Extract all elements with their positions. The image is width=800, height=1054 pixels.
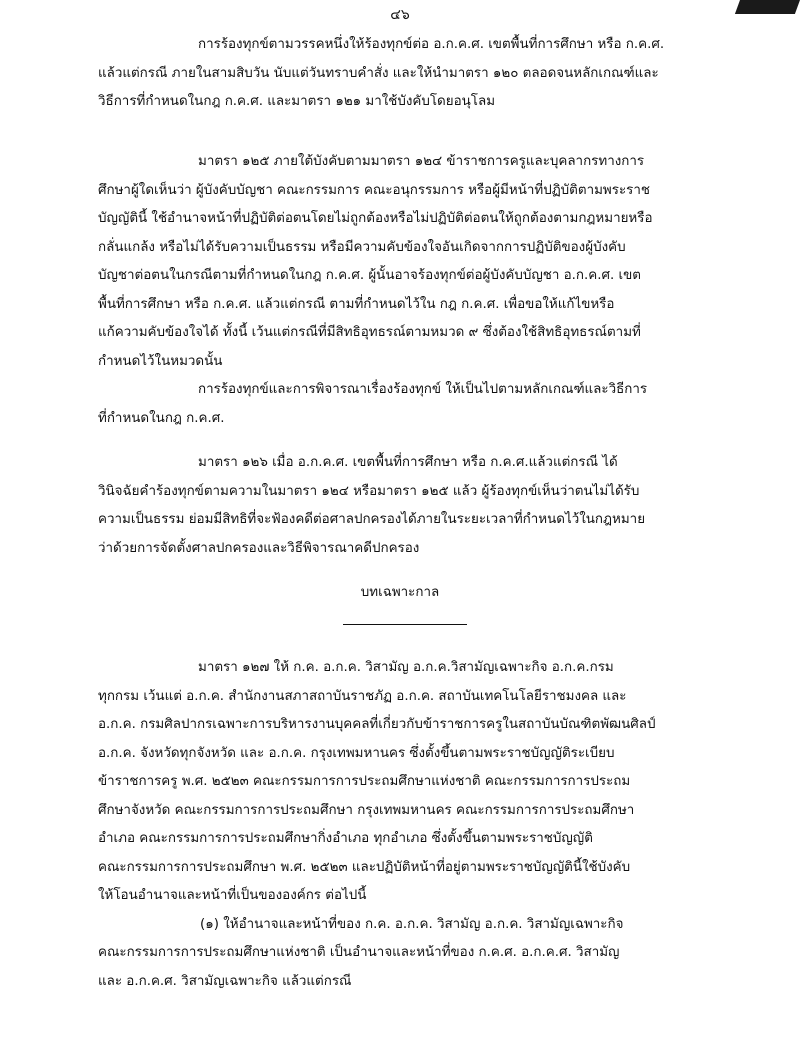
- text-line: อ.ก.ค. กรมศิลปากรเฉพาะการบริหารงานบุคคลที่เกี่ยวกับข้าราชการครูในสถาบันบัณฑิตพัฒนศิลป์: [98, 717, 656, 732]
- text-line: และ อ.ก.ค.ศ. วิสามัญเฉพาะกิจ แล้วแต่กรณี: [98, 973, 352, 989]
- paragraph-section-127: [98, 654, 720, 996]
- text-line: ศึกษาจังหวัด คณะกรรมการการประถมศึกษา กรุงเทพมหานคร คณะกรรมการการประถมศึกษา: [98, 802, 635, 818]
- section-heading: บทเฉพาะกาล: [360, 585, 440, 600]
- paragraph-appeal-continuation: [98, 31, 720, 117]
- paragraph-section-126: [98, 449, 720, 563]
- text-line: แล้วแต่กรณี ภายในสามสิบวัน นับแต่วันทราบคำสั่ง และให้นำมาตรา ๑๒๐ ตลอดจนหลักเกณฑ์และ: [98, 65, 659, 81]
- text-line: แก้ความคับข้องใจได้ ทั้งนี้ เว้นแต่กรณีที่มีสิทธิอุทธรณ์ตามหมวด ๙ ซึ่งต้องใช้สิทธิอุทธรณ์ตามที่: [98, 325, 641, 340]
- page-number: ๔๖: [390, 7, 410, 23]
- text-line: คณะกรรมการการประถมศึกษาแห่งชาติ เป็นอำนาจและหน้าที่ของ ก.ค.ศ. อ.ก.ค.ศ. วิสามัญ: [98, 945, 620, 960]
- text-line: วิธีการที่กำหนดในกฎ ก.ค.ศ. และมาตรา ๑๒๑ มาใช้บังคับโดยอนุโลม: [98, 94, 496, 109]
- text-line: มาตรา ๑๒๖ เมื่อ อ.ก.ค.ศ. เขตพื้นที่การศึกษา หรือ ก.ค.ศ.แล้วแต่กรณี ได้: [198, 455, 618, 470]
- text-line: อำเภอ คณะกรรมการการประถมศึกษากิ่งอำเภอ ทุกอำเภอ ซึ่งตั้งขึ้นตามพระราชบัญญัติ: [98, 831, 593, 846]
- heading-underline: [343, 624, 467, 625]
- text-line: พื้นที่การศึกษา หรือ ก.ค.ศ. แล้วแต่กรณี ตามที่กำหนดไว้ใน กฎ ก.ค.ศ. เพื่อขอให้แก้ไขหรือ: [98, 296, 615, 312]
- text-line: ข้าราชการครู พ.ศ. ๒๕๒๓ คณะกรรมการการประถมศึกษาแห่งชาติ คณะกรรมการการประถม: [98, 774, 631, 789]
- text-line: ให้โอนอำนาจและหน้าที่เป็นขององค์กร ต่อไปนี้: [98, 888, 367, 903]
- text-line: บัญชาต่อตนในกรณีตามที่กำหนดในกฎ ก.ค.ศ. ผู้นั้นอาจร้องทุกข์ต่อผู้บังคับบัญชา อ.ก.ค.ศ. เขต: [98, 268, 641, 283]
- text-line: มาตรา ๑๒๕ ภายใต้บังคับตามมาตรา ๑๒๔ ข้าราชการครูและบุคลากรทางการ: [198, 154, 645, 169]
- text-line: (๑) ให้อำนาจและหน้าที่ของ ก.ค. อ.ก.ค. วิสามัญ อ.ก.ค. วิสามัญเฉพาะกิจ: [200, 916, 624, 932]
- text-line: ว่าด้วยการจัดตั้งศาลปกครองและวิธีพิจารณาคดีปกครอง: [98, 540, 420, 556]
- text-line: การร้องทุกข์และการพิจารณาเรื่องร้องทุกข์ ให้เป็นไปตามหลักเกณฑ์และวิธีการ: [198, 382, 648, 397]
- text-line: ทุกกรม เว้นแต่ อ.ก.ค. สำนักงานสภาสถาบันราชภัฏ อ.ก.ค. สถาบันเทคโนโลยีราชมงคล และ: [98, 688, 627, 704]
- text-line: ความเป็นธรรม ย่อมมีสิทธิที่จะฟ้องคดีต่อศาลปกครองได้ภายในระยะเวลาที่กำหนดไว้ในกฎหมาย: [98, 512, 646, 527]
- text-line: กำหนดไว้ในหมวดนั้น: [98, 353, 223, 369]
- text-line: การร้องทุกข์ตามวรรคหนึ่งให้ร้องทุกข์ต่อ อ.ก.ค.ศ. เขตพื้นที่การศึกษา หรือ ก.ค.ศ.: [198, 37, 665, 52]
- text-line: คณะกรรมการการประถมศึกษา พ.ศ. ๒๕๒๓ และปฏิบัติหน้าที่อยู่ตามพระราชบัญญัตินี้ใช้บังคับ: [98, 859, 631, 875]
- text-line: อ.ก.ค. จังหวัดทุกจังหวัด และ อ.ก.ค. กรุงเทพมหานคร ซึ่งตั้งขึ้นตามพระราชบัญญัติระเบียบ: [98, 745, 615, 761]
- paragraph-section-125: [98, 148, 720, 433]
- text-line: ศึกษาผู้ใดเห็นว่า ผู้บังคับบัญชา คณะกรรมการ คณะอนุกรรมการ หรือผู้มีหน้าที่ปฏิบัติตามพระราช: [98, 182, 650, 198]
- text-line: ที่กำหนดในกฎ ก.ค.ศ.: [98, 410, 225, 426]
- text-line: บัญญัตินี้ ใช้อำนาจหน้าที่ปฏิบัติต่อตนโดยไม่ถูกต้องหรือไม่ปฏิบัติต่อตนให้ถูกต้องตามกฎหมายหรือ: [98, 211, 653, 226]
- text-line: มาตรา ๑๒๗ ให้ ก.ค. อ.ก.ค. วิสามัญ อ.ก.ค.วิสามัญเฉพาะกิจ อ.ก.ค.กรม: [198, 660, 614, 675]
- text-line: กลั่นแกล้ง หรือไม่ได้รับความเป็นธรรม หรือมีความคับข้องใจอันเกิดจากการปฏิบัติของผู้บังคับ: [98, 239, 626, 255]
- text-line: วินิจฉัยคำร้องทุกข์ตามความในมาตรา ๑๒๔ หรือมาตรา ๑๒๕ แล้ว ผู้ร้องทุกข์เห็นว่าตนไม่ได้รับ: [98, 483, 640, 499]
